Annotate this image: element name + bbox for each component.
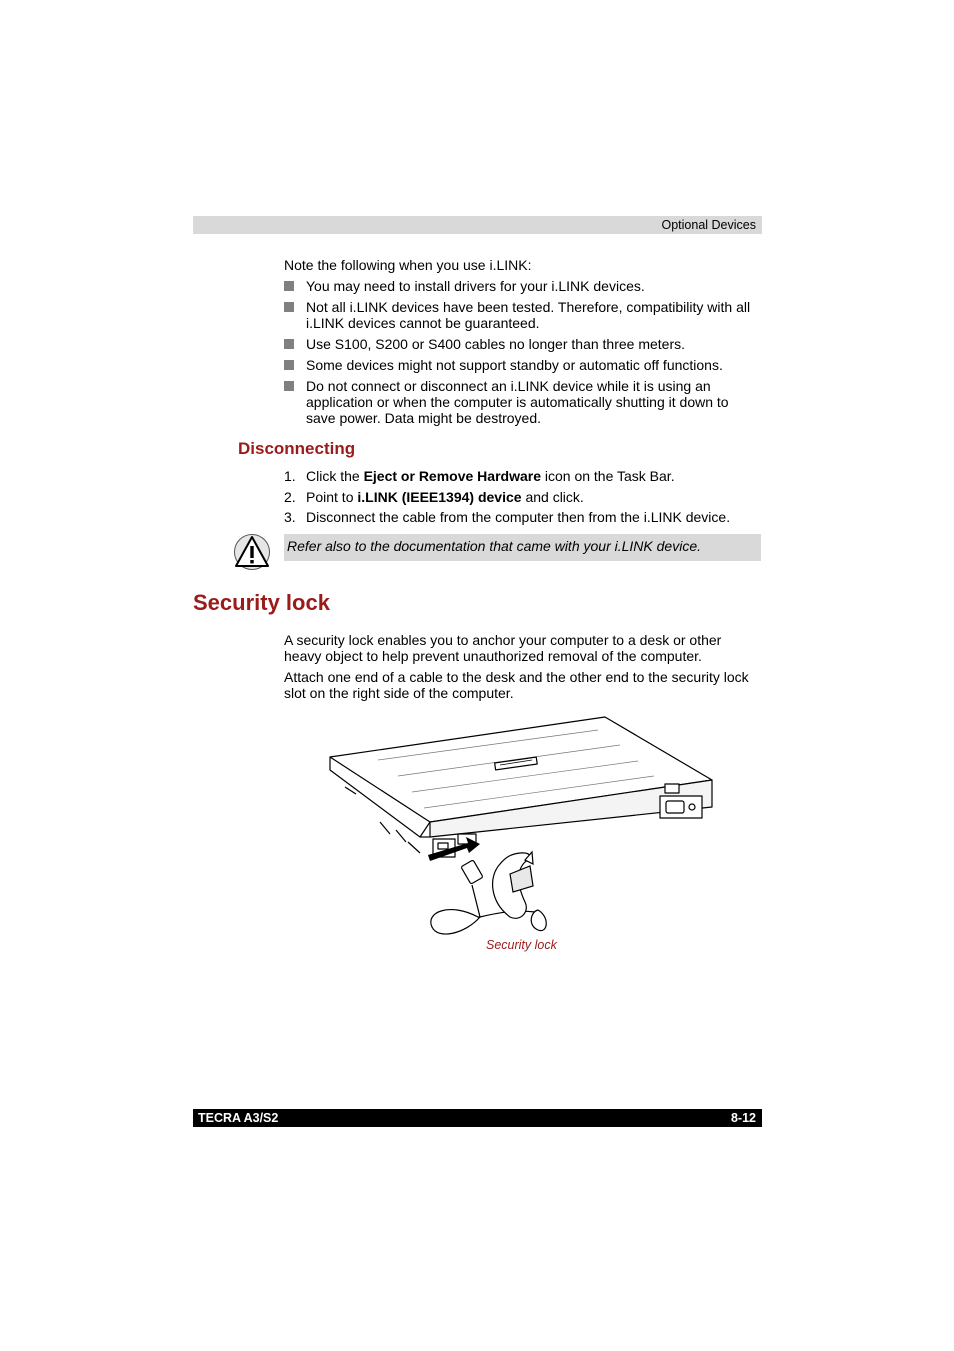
step-item: 2. Point to i.LINK (IEEE1394) device and click. (284, 488, 584, 505)
security-lock-heading: Security lock (193, 590, 330, 615)
note-box (284, 534, 761, 561)
list-item: You may need to install drivers for your i.LINK devices. (284, 278, 762, 294)
list-item: Use S100, S200 or S400 cables no longer than three meters. (284, 336, 762, 352)
list-item: Not all i.LINK devices have been tested. Therefore, compatibility with all i.LINK devices cannot be guaranteed. (284, 299, 762, 331)
footer-model: TECRA A3/S2 (198, 1111, 279, 1125)
note-text: Refer also to the documentation that came with your i.LINK device. (287, 538, 701, 554)
step-item: 1. Click the Eject or Remove Hardware icon on the Task Bar. (284, 468, 675, 484)
bullet-square-icon (284, 281, 294, 291)
footer-page-number: 8-12 (730, 1111, 756, 1125)
running-footer (193, 1109, 762, 1127)
bullet-square-icon (284, 339, 294, 349)
security-paragraph-1: A security lock enables you to anchor your computer to a desk or other heavy object to help prevent unauthorized removal of the computer. (284, 632, 722, 664)
disconnecting-heading: Disconnecting (238, 439, 356, 458)
ilink-notes-list (284, 278, 762, 431)
security-paragraph-2: Attach one end of a cable to the desk and the other end to the security lock slot on the right side of the computer. (284, 669, 749, 701)
step-item: 3. Disconnect the cable from the computer then from the i.LINK device. (284, 509, 731, 525)
figure-caption: Security lock (486, 938, 557, 952)
list-item: Some devices might not support standby or automatic off functions. (284, 357, 762, 373)
warning-triangle-icon (233, 533, 271, 571)
header-section-title: Optional Devices (661, 218, 756, 232)
disconnect-steps (284, 468, 762, 530)
bullet-square-icon (284, 381, 294, 391)
running-header (193, 216, 762, 234)
security-lock-illustration (320, 712, 720, 944)
bullet-square-icon (284, 360, 294, 370)
bullet-square-icon (284, 302, 294, 312)
list-item: Do not connect or disconnect an i.LINK device while it is using an application or when the computer is automatically shutting it down to save power. Data might be destroyed. (284, 378, 762, 426)
intro-text: Note the following when you use i.LINK: (284, 257, 532, 273)
